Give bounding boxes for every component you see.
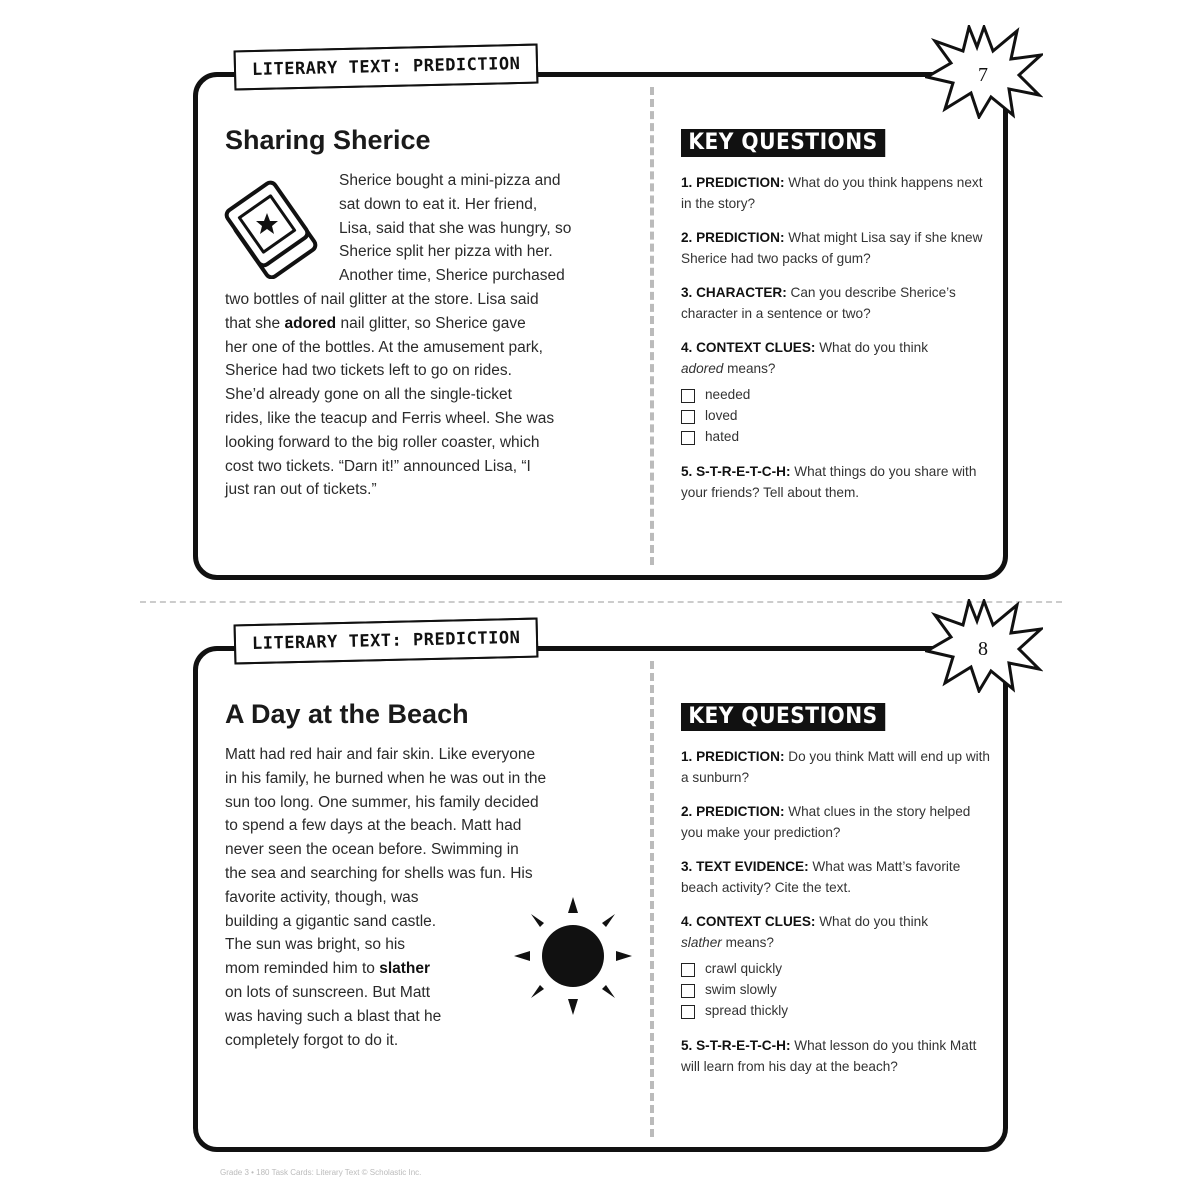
- question-text: What might Lisa say if she knew Sherice had two packs of gum?: [681, 230, 983, 266]
- column-divider: [650, 87, 654, 565]
- vocabulary-word: slather: [379, 960, 431, 978]
- question-2: [681, 228, 993, 269]
- story-line: [225, 1005, 625, 1029]
- story-text-segment: never seen the ocean before. Swimming in: [225, 841, 519, 859]
- story-text-segment: completely forgot to do it.: [225, 1031, 399, 1049]
- story-text-segment: Sherice bought a mini-pizza and: [339, 172, 561, 189]
- question-text: What do you think: [815, 340, 929, 355]
- starburst-icon: [925, 599, 1043, 693]
- answer-option-label: spread thickly: [705, 1003, 789, 1019]
- answer-option-label: crawl quickly: [705, 961, 783, 977]
- checkbox-icon[interactable]: [681, 1005, 695, 1019]
- card-tag: [234, 618, 539, 665]
- story-text-segment: nail glitter, so Sherice gave: [336, 314, 526, 332]
- story-line: [225, 264, 625, 288]
- task-card-7: [193, 53, 1008, 580]
- story-line: [225, 240, 625, 264]
- question-text-tail: means?: [721, 934, 774, 950]
- question-label: 4. CONTEXT CLUES:: [681, 340, 816, 355]
- story-text-segment: was having such a blast that he: [225, 1007, 442, 1025]
- question-label: 1. PREDICTION:: [681, 749, 785, 764]
- story-line: [225, 312, 625, 336]
- story-text-segment: mom reminded him to: [225, 960, 380, 978]
- story-text-segment: building a gigantic sand castle.: [225, 912, 437, 930]
- question-2: [681, 802, 993, 843]
- question-label: 2. PREDICTION:: [681, 230, 785, 245]
- story-text-segment: sat down to eat it. Her friend,: [339, 195, 538, 213]
- story-text: [225, 743, 625, 1052]
- story-text-segment: on lots of sunscreen. But Matt: [225, 983, 431, 1001]
- story-line: [225, 910, 625, 934]
- story-line: [225, 383, 625, 407]
- checkbox-icon[interactable]: [681, 410, 695, 424]
- question-label: 3. CHARACTER:: [681, 285, 787, 300]
- story-title: Sharing Sherice: [225, 125, 431, 155]
- answer-option-label: loved: [705, 408, 738, 424]
- task-card-8: [193, 627, 1008, 1152]
- story-line: [225, 336, 625, 360]
- story-line: [225, 886, 625, 910]
- question-list: [681, 747, 993, 1091]
- question-label: 4. CONTEXT CLUES:: [681, 914, 816, 929]
- story-text-segment: Sherice had two tickets left to go on rides.: [225, 362, 512, 380]
- story-line: [225, 478, 625, 502]
- question-text: What things do you share with your friends? Tell about them.: [681, 464, 977, 500]
- story-line: [225, 957, 625, 981]
- question-label: 5. S-T-R-E-T-C-H:: [681, 1038, 791, 1053]
- question-1: [681, 173, 993, 214]
- key-questions-heading: KEY QUESTIONS: [681, 129, 885, 157]
- question-list: [681, 173, 993, 517]
- checkbox-icon[interactable]: [681, 984, 695, 998]
- answer-options: [681, 385, 993, 448]
- question-label: 3. TEXT EVIDENCE:: [681, 859, 809, 874]
- question-text-tail: means?: [723, 360, 776, 376]
- question-5: [681, 1036, 993, 1077]
- story-line: [225, 791, 625, 815]
- question-text: What do you think: [815, 914, 929, 929]
- answer-option[interactable]: [681, 406, 993, 427]
- story-line: [225, 193, 625, 217]
- story-text-segment: Lisa, said that she was hungry, so: [339, 219, 572, 237]
- question-text: What was Matt’s favorite beach activity? Cite the text.: [681, 859, 961, 895]
- question-5: [681, 462, 993, 503]
- answer-option-label: hated: [705, 429, 740, 445]
- story-text-segment: looking forward to the big roller coaster, which: [225, 433, 540, 451]
- story-title: A Day at the Beach: [225, 699, 469, 729]
- story-line: [225, 981, 625, 1005]
- card-number-badge: [925, 25, 1043, 119]
- card-tag-label: LITERARY TEXT: PREDICTION: [236, 620, 537, 663]
- card-number: 8: [978, 638, 988, 660]
- vocabulary-word: adored: [284, 314, 337, 332]
- story-text: [225, 169, 625, 502]
- story-line: [225, 407, 625, 431]
- answer-option[interactable]: [681, 385, 993, 406]
- cut-line: [140, 601, 1062, 603]
- checkbox-icon[interactable]: [681, 431, 695, 445]
- story-line: [225, 767, 625, 791]
- answer-option-label: needed: [705, 387, 751, 403]
- question-3: [681, 283, 993, 324]
- question-text: Can you describe Sherice’s character in a sentence or two?: [681, 285, 956, 321]
- story-text-segment: two bottles of nail glitter at the store. Lisa said: [225, 290, 539, 308]
- story-text-segment: The sun was bright, so his: [225, 936, 406, 954]
- question-text: What do you think happens next in the story?: [681, 175, 983, 211]
- story-text-segment: just ran out of tickets.”: [225, 481, 377, 499]
- question-vocabulary-word: adored: [681, 360, 724, 376]
- question-label: 1. PREDICTION:: [681, 175, 785, 190]
- story-line: [225, 217, 625, 241]
- question-4: [681, 338, 993, 379]
- answer-option[interactable]: [681, 980, 993, 1001]
- question-label: 5. S-T-R-E-T-C-H:: [681, 464, 791, 479]
- question-4: [681, 912, 993, 953]
- column-divider: [650, 661, 654, 1137]
- story-text-segment: her one of the bottles. At the amusement park,: [225, 338, 543, 356]
- story-text-segment: She’d already gone on all the single-ticket: [225, 386, 512, 404]
- story-text-segment: sun too long. One summer, his family decided: [225, 793, 539, 811]
- checkbox-icon[interactable]: [681, 389, 695, 403]
- story-line: [225, 288, 625, 312]
- question-label: 2. PREDICTION:: [681, 804, 785, 819]
- story-line: [225, 814, 625, 838]
- card-number: 7: [978, 64, 988, 86]
- story-line: [225, 1029, 625, 1053]
- story-line: [225, 743, 625, 767]
- answer-options: [681, 959, 993, 1022]
- card-number-badge: [925, 599, 1043, 693]
- story-line: [225, 838, 625, 862]
- story-text-segment: to spend a few days at the beach. Matt had: [225, 817, 522, 835]
- page-footer: Grade 3 • 180 Task Cards: Literary Text © Scholastic Inc.: [220, 1168, 422, 1177]
- starburst-icon: [925, 25, 1043, 119]
- story-text-segment: favorite activity, though, was: [225, 888, 419, 906]
- answer-option-label: swim slowly: [705, 982, 777, 998]
- story-text-segment: cost two tickets. “Darn it!” announced Lisa, “I: [225, 457, 531, 475]
- question-text: What clues in the story helped you make your prediction?: [681, 804, 971, 840]
- question-1: [681, 747, 993, 788]
- question-3: [681, 857, 993, 898]
- answer-option[interactable]: [681, 427, 993, 448]
- story-text-segment: in his family, he burned when he was out in the: [225, 769, 547, 787]
- checkbox-icon[interactable]: [681, 963, 695, 977]
- key-questions-heading: KEY QUESTIONS: [681, 703, 885, 731]
- story-text-segment: the sea and searching for shells was fun. His: [225, 864, 533, 882]
- question-vocabulary-word: slather: [681, 934, 722, 950]
- story-text-segment: Another time, Sherice purchased: [339, 267, 565, 285]
- story-line: [225, 431, 625, 455]
- card-tag-label: LITERARY TEXT: PREDICTION: [236, 46, 537, 89]
- answer-option[interactable]: [681, 1001, 993, 1022]
- answer-option[interactable]: [681, 959, 993, 980]
- story-line: [225, 862, 625, 886]
- story-line: [225, 359, 625, 383]
- story-text-segment: that she: [225, 314, 285, 332]
- story-text-segment: Matt had red hair and fair skin. Like everyone: [225, 746, 536, 763]
- story-text-segment: rides, like the teacup and Ferris wheel. She was: [225, 409, 555, 427]
- story-line: [225, 933, 625, 957]
- story-text-segment: Sherice split her pizza with her.: [339, 243, 553, 261]
- question-text: Do you think Matt will end up with a sunburn?: [681, 749, 990, 785]
- card-tag: [234, 44, 539, 91]
- story-line: [225, 455, 625, 479]
- story-line: [225, 169, 625, 193]
- question-text: What lesson do you think Matt will learn from his day at the beach?: [681, 1038, 977, 1074]
